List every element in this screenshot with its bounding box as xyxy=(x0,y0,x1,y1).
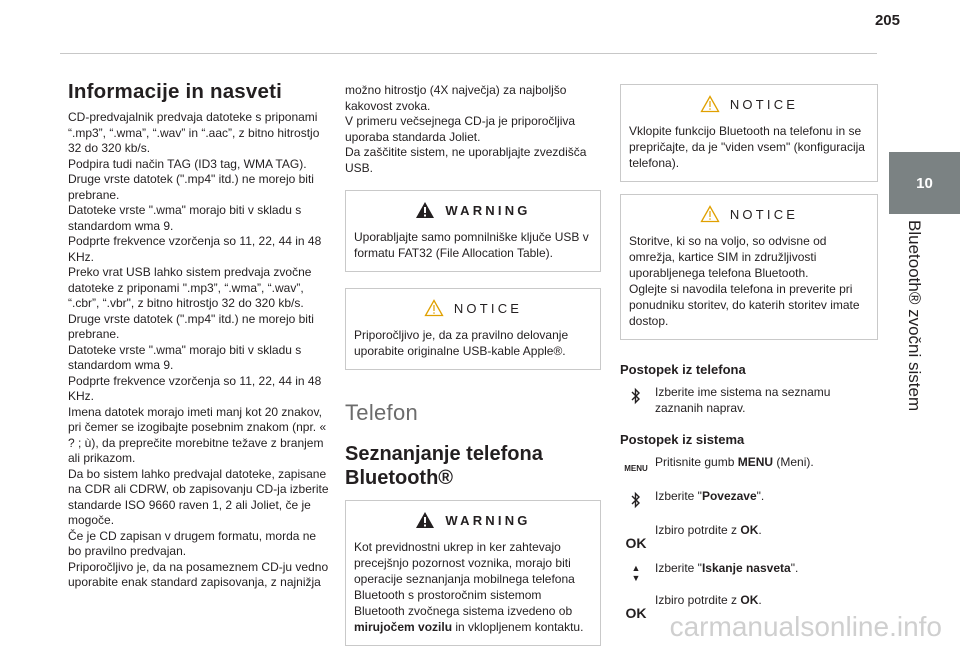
ok-icon: OK xyxy=(625,535,647,551)
notice-icon xyxy=(424,299,444,317)
notice-text: Storitve, ki so na voljo, so odvisne od omrežja, kartice SIM in združljivosti uporabljenega telefona Bluetooth. Oglejte si navodila telefona in preverite pri ponudniku storitev, do katerih storitev imate dostop. xyxy=(629,234,860,328)
warning-text xyxy=(354,539,592,635)
phone-procedure-text: Izberite ime sistema na seznamu zaznanih naprav. xyxy=(655,385,831,415)
step-text-pre: Izbiro potrdite z xyxy=(655,523,741,537)
step-text-bold: MENU xyxy=(737,455,774,469)
notice-box-visibility xyxy=(620,84,878,182)
system-step-text xyxy=(652,593,762,609)
system-step-text xyxy=(652,523,762,539)
page-number: 205 xyxy=(874,12,900,29)
step-text-pre: Izberite " xyxy=(655,561,702,575)
pairing-heading-line1: Seznanjanje telefona xyxy=(345,443,543,465)
step-text-post: . xyxy=(758,593,762,607)
info-text: CD-predvajalnik predvaja datoteke s priponami “.mp3”, “.wma”, “.wav” in “.aac”, z bitno hitrostjo 32 do 320 kb/s. Podpira tudi način TAG (ID3 tag, WMA TAG). Druge vrste datotek (".mp4" itd.) ne morejo biti prebrane. Datoteke vrste ".wma" morajo biti v skladu s standardom wma 9. Podprte frekvence vzorčenja so 11, 22, 44 in 48 KHz. Preko vrat USB lahko sistem predvaja zvočne datoteke z priponami ".mp3”, “.wma”, “.wav”, “.cbr”, “.vbr", z bitno hitrostjo 32 do 320 kb/s. Druge vrste datotek (".mp4" itd.) ne morejo biti prebrane. Datoteke vrste ".wma" morajo biti v skladu s standardom wma 9. Podprte frekvence vzorčenja so 11, 22, 44 in 48 KHz. Imena datotek morajo imeti manj kot 20 znakov, pri čemer se izogibajte posebnim znakom (npr. « ? ; ù), da preprečite morebitne težave z branjem ali prikazom. Da bo sistem lahko predvajal datoteke, zapisane na CDR ali CDRW, ob zapisovanju CD-ja izberite standarde ISO 9660 raven 1, 2 ali Joliet, če je mogoče. Če je CD zapisan v drugem formatu, morda ne bo pravilno predvajan. Priporočljivo je, da na posameznem CD-ju vedno uporabite enak standard zapisovanja, z najnižja xyxy=(68,110,329,589)
warning-text-bold: mirujočem vozilu xyxy=(354,620,453,634)
step-text-bold: OK xyxy=(740,523,759,537)
system-step-text xyxy=(652,561,798,577)
chapter-title: Bluetooth® zvočni sistem xyxy=(905,220,924,412)
notice-box-services xyxy=(620,194,878,340)
info-text-continued: možno hitrostjo (4X največja) za najboljšo kakovost zvoka. V primeru večsejnega CD-ja je priporočljiva uporaba standarda Joliet. Da zaščitite sistem, ne uporabljajte zvezdišča USB. xyxy=(345,83,587,175)
column-info xyxy=(68,80,332,591)
notice-title: NOTICE xyxy=(729,206,799,222)
system-step-text xyxy=(652,489,764,505)
system-step-3 xyxy=(620,523,878,551)
phone-procedure-heading: Postopek iz telefona xyxy=(620,362,746,377)
warning-box-usb xyxy=(345,190,601,272)
column-right xyxy=(620,80,878,631)
column-middle xyxy=(345,83,601,646)
step-text-post: ". xyxy=(756,489,765,503)
warning-title: WARNING xyxy=(445,512,531,528)
step-text-pre: Izbiro potrdite z xyxy=(655,593,741,607)
pairing-heading-line2: Bluetooth® xyxy=(345,467,454,489)
notice-title: NOTICE xyxy=(453,300,523,316)
warning-text: Uporabljajte samo pomnilniške ključe USB v formatu FAT32 (File Allocation Table). xyxy=(354,230,589,260)
step-text-bold: Iskanje nasveta xyxy=(701,561,791,575)
step-text-post: (Meni). xyxy=(773,455,814,469)
notice-text: Vklopite funkcijo Bluetooth na telefonu in se prepričajte, da je "viden vsem" (konfiguracija telefona). xyxy=(629,124,865,170)
warning-box-pairing xyxy=(345,500,601,646)
notice-icon xyxy=(700,205,720,223)
notice-icon xyxy=(700,95,720,113)
chapter-tab xyxy=(889,152,960,214)
step-text-pre: Pritisnite gumb xyxy=(655,455,738,469)
system-step-1 xyxy=(620,455,878,473)
watermark: carmanualsonline.info xyxy=(669,611,942,642)
notice-text: Priporočljivo je, da za pravilno delovanje uporabite originalne USB-kable Apple®. xyxy=(354,328,569,358)
step-text-pre: Izberite " xyxy=(655,489,702,503)
pairing-heading xyxy=(345,442,601,490)
system-step-text xyxy=(652,455,814,471)
bluetooth-icon xyxy=(620,385,652,405)
phone-procedure-step xyxy=(620,385,878,416)
up-down-arrows-icon: ▲ ▼ xyxy=(631,563,641,583)
warning-icon xyxy=(415,201,435,219)
system-procedure-heading: Postopek iz sistema xyxy=(620,432,745,447)
system-step-4 xyxy=(620,561,878,583)
warning-icon xyxy=(415,511,435,529)
notice-box-apple xyxy=(345,288,601,370)
bluetooth-icon xyxy=(620,489,652,509)
warning-text-part2: in vklopljenem kontaktu. xyxy=(452,620,584,634)
info-heading: Informacije in nasveti xyxy=(68,80,283,103)
system-step-2 xyxy=(620,489,878,509)
telefon-heading: Telefon xyxy=(345,400,419,425)
step-text-bold: Povezave xyxy=(701,489,757,503)
notice-title: NOTICE xyxy=(729,96,799,112)
step-text-post: ". xyxy=(790,561,799,575)
menu-icon: MENU xyxy=(624,464,648,473)
ok-icon: OK xyxy=(625,605,647,621)
top-rule xyxy=(60,53,877,54)
warning-title: WARNING xyxy=(445,202,531,218)
step-text-bold: OK xyxy=(740,593,759,607)
chapter-number: 10 xyxy=(916,174,933,192)
warning-text-part1: Kot previdnostni ukrep in ker zahtevajo precejšnjo pozornost voznika, morajo biti operacije seznanjanja mobilnega telefona Bluetooth s prostoročnim sistemom Bluetooth zvočnega sistema izvedeno ob xyxy=(354,540,575,618)
step-text-post: . xyxy=(758,523,762,537)
